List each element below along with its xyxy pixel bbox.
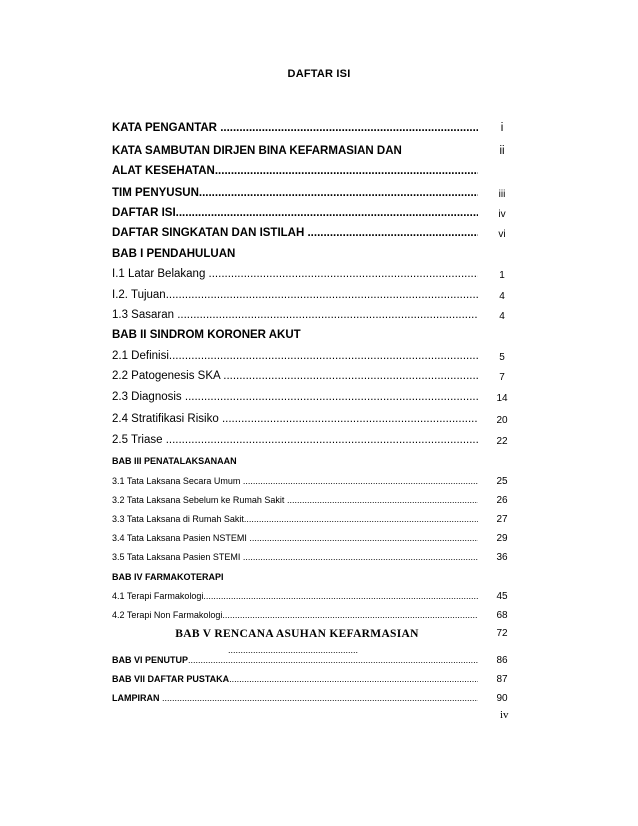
toc-page-number: i — [500, 122, 504, 134]
toc-page-number: 87 — [496, 674, 508, 685]
toc-page-number: vi — [498, 229, 506, 240]
toc-row-bab-i[interactable] — [112, 248, 522, 264]
toc-page-number: 68 — [496, 610, 508, 621]
toc-row-terapi-farmakologi[interactable] — [112, 591, 522, 607]
toc-row-diagnosis[interactable] — [112, 391, 522, 407]
toc-entry: BAB III PENATALAKSANAAN — [112, 456, 237, 466]
toc-page-number: 36 — [496, 552, 508, 563]
toc-row-stemi[interactable] — [112, 552, 522, 568]
toc-page-number: 4 — [499, 311, 505, 322]
toc-page-number: ii — [499, 145, 505, 157]
toc-row-tata-laksana-di-rs[interactable] — [112, 514, 522, 530]
toc-entry: 4.1 Terapi Farmakologi ..... — [112, 591, 478, 601]
toc-row-bab-ii[interactable] — [112, 329, 522, 345]
toc-page-number: iii — [498, 189, 506, 200]
toc-row-tim-penyusun[interactable] — [112, 187, 522, 203]
toc-page-number: 72 — [496, 628, 508, 639]
toc-row-definisi[interactable] — [112, 350, 522, 366]
toc-leader-dots — [228, 645, 358, 655]
toc-entry: BAB I PENDAHULUAN — [112, 248, 236, 260]
toc-entry: BAB V RENCANA ASUHAN KEFARMASIAN — [175, 628, 419, 640]
toc-entry: LAMPIRAN ..... — [112, 693, 478, 703]
toc-row-terapi-non-farmakologi[interactable] — [112, 610, 522, 626]
toc-page-number: 29 — [496, 533, 508, 544]
toc-entry: 3.2 Tata Laksana Sebelum ke Rumah Sakit ..... — [112, 495, 478, 505]
toc-entry: BAB VII DAFTAR PUSTAKA ..... — [112, 674, 478, 684]
toc-entry: BAB II SINDROM KORONER AKUT — [112, 329, 301, 341]
toc-page-number: 27 — [496, 514, 508, 525]
toc-row-kata-sambutan[interactable] — [112, 145, 522, 161]
toc-entry: 3.5 Tata Laksana Pasien STEMI ..... — [112, 552, 478, 562]
page-title: DAFTAR ISI — [287, 68, 351, 80]
toc-entry: 3.1 Tata Laksana Secara Umum ..... — [112, 476, 478, 486]
toc-entry: 4.2 Terapi Non Farmakologi ..... — [112, 610, 478, 620]
toc-entry: TIM PENYUSUN ..... — [112, 187, 478, 199]
toc-row-triase[interactable] — [112, 434, 522, 450]
toc-row-tujuan[interactable] — [112, 289, 522, 305]
toc-entry: 2.3 Diagnosis ..... — [112, 391, 478, 403]
toc-page-number: 5 — [499, 352, 505, 363]
toc-entry: 2.4 Stratifikasi Risiko ..... — [112, 413, 478, 425]
toc-page-number: 7 — [499, 372, 505, 383]
toc-entry: KATA PENGANTAR ..... — [112, 122, 478, 134]
toc-page-number: 22 — [496, 436, 508, 447]
toc-page-number: 26 — [496, 495, 508, 506]
toc-row-latar-belakang[interactable] — [112, 268, 522, 284]
toc-page-number: 25 — [496, 476, 508, 487]
toc-row-daftar-isi[interactable] — [112, 207, 522, 223]
toc-page-number: 20 — [496, 415, 508, 426]
toc-row-bab-v[interactable] — [112, 628, 522, 658]
toc-page-number: 4 — [499, 291, 505, 302]
toc-entry: 2.2 Patogenesis SKA ..... — [112, 370, 478, 382]
toc-row-bab-iii[interactable] — [112, 456, 522, 472]
toc-page-number: 86 — [496, 655, 508, 666]
toc-row-kata-pengantar[interactable] — [112, 122, 522, 138]
page-number-footer: iv — [500, 709, 509, 721]
toc-entry: 3.4 Tata Laksana Pasien NSTEMI ..... — [112, 533, 478, 543]
toc-row-bab-iv[interactable] — [112, 572, 522, 588]
toc-entry: DAFTAR ISI ..... — [112, 207, 478, 219]
toc-page-number: 14 — [496, 393, 508, 404]
toc-row-alat-kesehatan[interactable] — [112, 165, 522, 181]
toc-page-number: 1 — [499, 270, 505, 281]
toc-entry: 2.5 Triase ..... — [112, 434, 478, 446]
toc-row-lampiran[interactable] — [112, 693, 522, 709]
toc-entry: DAFTAR SINGKATAN DAN ISTILAH ..... — [112, 227, 478, 239]
toc-entry: 1.3 Sasaran ..... — [112, 309, 478, 321]
toc-row-bab-vi[interactable] — [112, 655, 522, 671]
toc-row-bab-vii[interactable] — [112, 674, 522, 690]
toc-entry: 3.3 Tata Laksana di Rumah Sakit ..... — [112, 514, 478, 524]
toc-entry: I.2. Tujuan ..... — [112, 289, 478, 301]
toc-entry: 2.1 Definisi ..... — [112, 350, 478, 362]
toc-page-number: 90 — [496, 693, 508, 704]
toc-row-nstemi[interactable] — [112, 533, 522, 549]
toc-row-tata-laksana-umum[interactable] — [112, 476, 522, 492]
toc-entry: KATA SAMBUTAN DIRJEN BINA KEFARMASIAN DAN — [112, 145, 402, 157]
toc-entry: BAB IV FARMAKOTERAPI — [112, 572, 224, 582]
toc-page-number: iv — [498, 209, 506, 220]
toc-row-patogenesis[interactable] — [112, 370, 522, 386]
toc-row-tata-laksana-sebelum-rs[interactable] — [112, 495, 522, 511]
toc-row-daftar-singkatan[interactable] — [112, 227, 522, 243]
toc-entry: ALAT KESEHATAN ..... — [112, 165, 478, 177]
toc-row-stratifikasi[interactable] — [112, 413, 522, 429]
toc-row-sasaran[interactable] — [112, 309, 522, 325]
toc-entry: I.1 Latar Belakang ..... — [112, 268, 478, 280]
toc-page-number: 45 — [496, 591, 508, 602]
toc-entry: BAB VI PENUTUP ..... — [112, 655, 478, 665]
